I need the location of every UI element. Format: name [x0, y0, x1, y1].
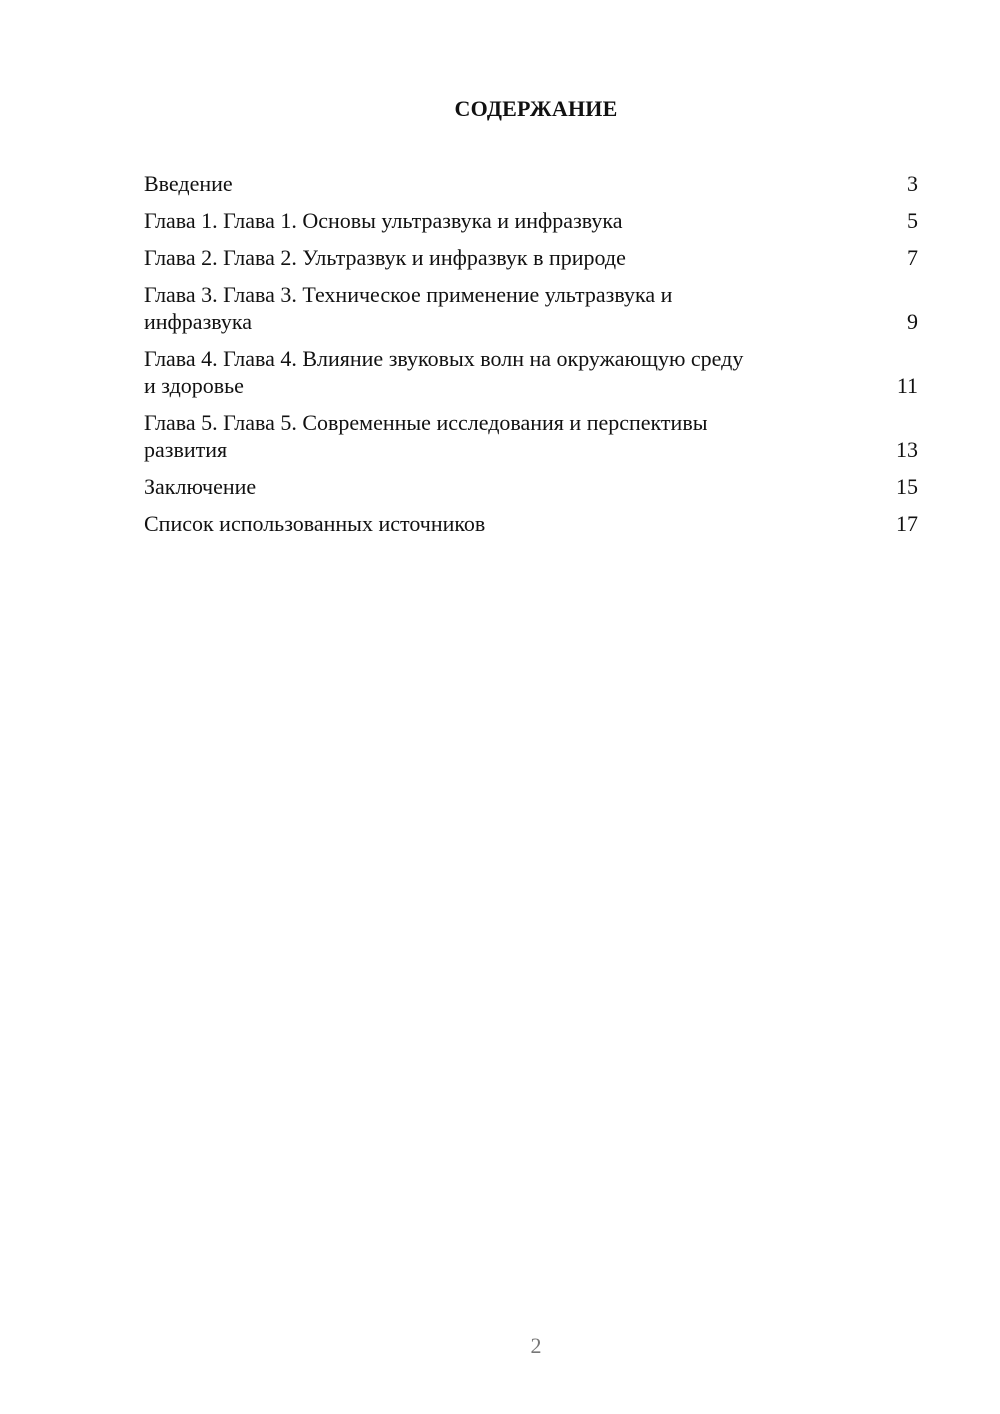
toc-entry-line-1: Глава 4. Глава 4. Влияние звуковых волн на окружающую среду	[144, 346, 744, 371]
toc-entry-text	[144, 409, 844, 463]
toc-entry-line-1: Глава 5. Глава 5. Современные исследования и перспективы	[144, 410, 708, 435]
toc-entry-chapter-3[interactable]	[144, 281, 918, 335]
toc-entry-conclusion[interactable]	[144, 473, 918, 500]
toc-entry-page: 3	[907, 171, 918, 196]
toc-entry-page: 13	[896, 437, 918, 462]
toc-entry-page: 17	[896, 511, 918, 536]
toc-entry-page: 7	[907, 245, 918, 270]
toc-entry-chapter-4[interactable]	[144, 345, 918, 399]
toc-entry-text: Глава 1. Глава 1. Основы ультразвука и инфразвука	[144, 208, 623, 233]
toc-entry-line-1: Глава 3. Глава 3. Техническое применение ультразвука и	[144, 282, 673, 307]
table-of-contents	[144, 170, 918, 547]
toc-entry-text: Заключение	[144, 474, 257, 499]
page-title: СОДЕРЖАНИЕ	[454, 96, 618, 121]
toc-entry-page: 11	[896, 373, 918, 398]
page-number: 2	[530, 1333, 542, 1358]
toc-entry-line-2: инфразвука	[144, 309, 253, 334]
toc-entry-references[interactable]	[144, 510, 918, 537]
toc-entry-line-2: развития	[144, 437, 228, 462]
toc-entry-page: 9	[907, 309, 918, 334]
toc-entry-page: 5	[907, 208, 918, 233]
toc-entry-line-2: и здоровье	[144, 373, 244, 398]
toc-entry-text	[144, 345, 844, 399]
toc-entry-introduction[interactable]	[144, 170, 918, 197]
toc-entry-text: Список использованных источников	[144, 511, 486, 536]
toc-entry-chapter-1[interactable]	[144, 207, 918, 234]
toc-entry-text: Введение	[144, 171, 233, 196]
toc-entry-page: 15	[896, 474, 918, 499]
toc-entry-text: Глава 2. Глава 2. Ультразвук и инфразвук в природе	[144, 245, 626, 270]
toc-entry-text	[144, 281, 844, 335]
toc-entry-chapter-5[interactable]	[144, 409, 918, 463]
toc-entry-chapter-2[interactable]	[144, 244, 918, 271]
